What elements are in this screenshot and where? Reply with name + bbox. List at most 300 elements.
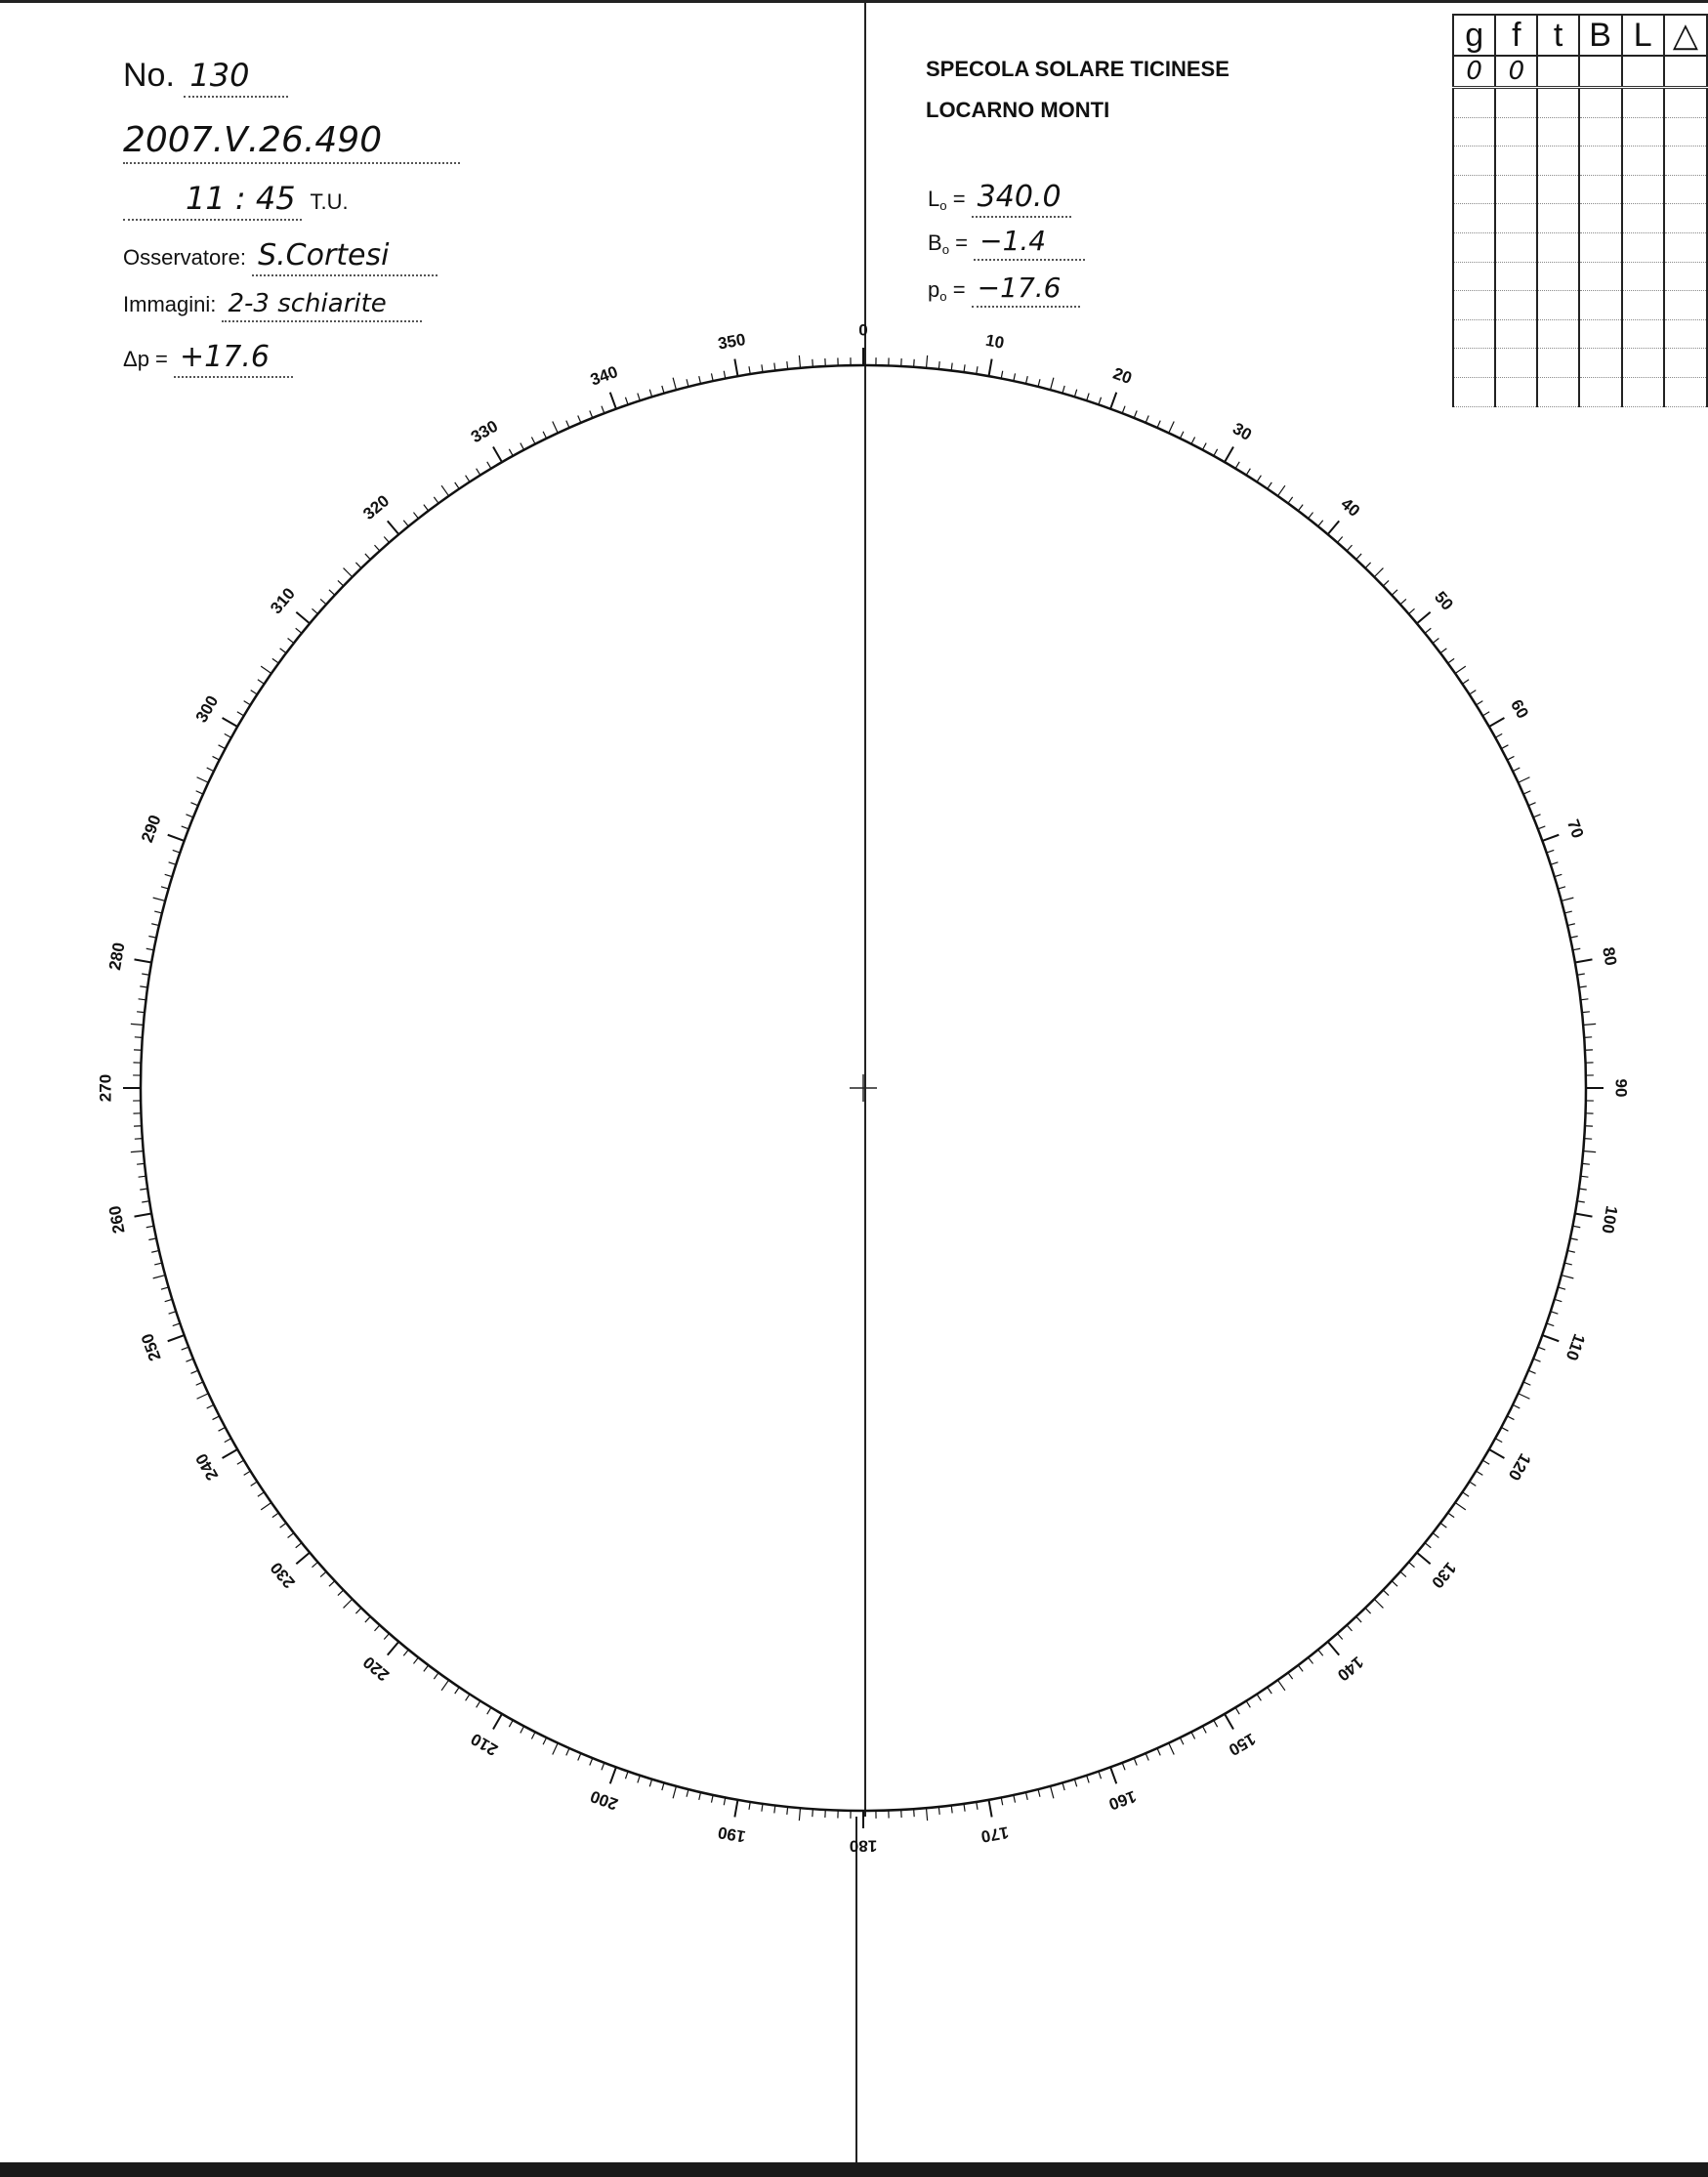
tick-mark	[1001, 371, 1003, 379]
tick-mark	[135, 1139, 143, 1140]
tick-mark	[1448, 1513, 1454, 1518]
tick-mark	[1025, 376, 1027, 384]
degree-label: 330	[467, 416, 502, 447]
tick-mark	[1513, 1404, 1520, 1408]
tick-mark	[413, 1657, 418, 1663]
tick-mark	[1202, 1726, 1206, 1733]
tick-mark	[135, 1037, 143, 1038]
tick-mark	[355, 563, 361, 568]
degree-label: 260	[104, 1204, 129, 1235]
number-label: No.	[123, 57, 175, 94]
tick-mark	[662, 1782, 664, 1790]
tick-mark	[441, 1680, 448, 1691]
tick-mark	[135, 1213, 152, 1216]
tick-mark	[1564, 1263, 1572, 1265]
tick-mark	[1288, 497, 1293, 503]
tick-mark	[365, 554, 370, 560]
degree-label: 180	[849, 1836, 878, 1856]
tick-mark	[1169, 422, 1174, 434]
tick-mark	[173, 850, 181, 853]
tick-mark	[296, 628, 302, 633]
tick-mark	[219, 1427, 226, 1431]
tick-mark	[135, 959, 152, 962]
tick-mark	[365, 1616, 370, 1622]
tick-mark	[153, 1276, 166, 1278]
tick-mark	[1191, 438, 1195, 444]
tick-mark	[1523, 1382, 1530, 1385]
tick-mark	[799, 1808, 800, 1821]
tick-mark	[258, 1492, 265, 1496]
degree-label: 250	[138, 1330, 165, 1363]
tick-mark	[161, 887, 169, 889]
degree-label: 290	[138, 813, 165, 846]
tick-mark	[1288, 1673, 1293, 1679]
tick-mark	[724, 371, 726, 379]
tick-mark	[288, 1533, 294, 1538]
degree-label: 200	[588, 1786, 621, 1814]
degree-label: 240	[191, 1449, 223, 1485]
tick-mark	[434, 1673, 438, 1679]
tick-mark	[312, 1562, 317, 1567]
tick-mark	[288, 638, 294, 643]
degree-label: 140	[1333, 1653, 1367, 1685]
tick-mark	[1489, 1449, 1505, 1458]
tick-mark	[413, 513, 418, 519]
degree-label: 100	[1598, 1204, 1622, 1235]
tick-mark	[1122, 406, 1125, 413]
tick-mark	[687, 1789, 688, 1797]
tick-mark	[1577, 974, 1585, 975]
tick-mark	[521, 443, 524, 450]
tick-mark	[1584, 1037, 1592, 1038]
tick-mark	[662, 386, 664, 394]
tick-mark	[384, 536, 389, 542]
tick-mark	[207, 768, 214, 772]
tick-mark	[196, 791, 203, 794]
tick-mark	[1134, 410, 1137, 417]
tick-mark	[320, 1571, 326, 1576]
time-unit: T.U.	[310, 189, 349, 214]
tick-mark	[1433, 1533, 1438, 1538]
tick-mark	[1074, 1779, 1076, 1787]
observer-label: Osservatore:	[123, 245, 246, 270]
tick-mark	[434, 497, 438, 503]
tick-mark	[926, 356, 927, 368]
tick-mark	[280, 649, 286, 653]
tick-mark	[213, 756, 220, 760]
degree-label: 40	[1337, 494, 1364, 521]
tick-mark	[223, 1449, 238, 1458]
degree-label: 50	[1431, 587, 1457, 614]
tick-mark	[374, 1625, 379, 1631]
tick-mark	[1356, 1616, 1361, 1622]
cell-f: 0	[1495, 56, 1537, 88]
tick-mark	[1134, 1758, 1137, 1765]
tick-mark	[1501, 745, 1508, 749]
tick-mark	[625, 398, 628, 405]
degree-label: 130	[1428, 1558, 1460, 1592]
tick-mark	[139, 1176, 146, 1177]
tick-mark	[1246, 469, 1250, 476]
tick-mark	[1528, 803, 1535, 806]
tick-mark	[477, 469, 480, 476]
degree-label: 20	[1110, 363, 1135, 388]
degree-label: 30	[1229, 419, 1255, 444]
date-value: 2007.Ⅴ.26.490	[123, 120, 460, 164]
tick-mark	[699, 376, 701, 384]
tick-mark	[566, 1748, 569, 1755]
tick-mark	[1417, 612, 1431, 624]
degree-label: 160	[1105, 1786, 1139, 1814]
degree-label: 350	[716, 329, 747, 354]
tick-mark	[165, 1299, 173, 1301]
tick-mark	[1555, 1299, 1562, 1301]
tick-mark	[1400, 599, 1406, 604]
tick-mark	[182, 1347, 188, 1350]
tick-mark	[1462, 680, 1469, 684]
tick-mark	[1062, 1782, 1064, 1790]
tick-mark	[1455, 666, 1466, 673]
tick-mark	[131, 1024, 144, 1025]
tick-mark	[734, 1800, 737, 1818]
tick-mark	[799, 356, 800, 368]
tick-mark	[509, 449, 513, 456]
tick-mark	[1191, 1732, 1195, 1738]
tick-mark	[1495, 733, 1502, 737]
tick-mark	[153, 898, 166, 900]
observatory-location: LOCARNO MONTI	[926, 98, 1110, 122]
tick-mark	[1507, 1416, 1514, 1420]
tick-mark	[1298, 1665, 1303, 1671]
tick-mark	[142, 974, 149, 975]
degree-label: 60	[1507, 696, 1532, 722]
tick-mark	[988, 1800, 991, 1818]
tick-mark	[1122, 1763, 1125, 1770]
tick-mark	[296, 1553, 310, 1565]
tick-mark	[1038, 379, 1040, 387]
tick-mark	[1513, 768, 1520, 772]
tick-mark	[938, 1807, 939, 1815]
tick-mark	[964, 1804, 965, 1812]
tick-mark	[625, 1772, 628, 1779]
tick-mark	[1482, 1460, 1489, 1464]
tick-mark	[1551, 1312, 1559, 1314]
tick-mark	[477, 1701, 480, 1708]
tick-mark	[1268, 482, 1271, 489]
tick-mark	[1318, 1650, 1323, 1655]
tick-mark	[1225, 1714, 1233, 1730]
tick-mark	[296, 612, 310, 624]
tick-mark	[1392, 1581, 1397, 1586]
tick-mark	[493, 1714, 502, 1730]
tick-mark	[466, 1695, 470, 1701]
observatory-name: SPECOLA SOLARE TICINESE	[926, 57, 1229, 81]
tick-mark	[329, 590, 335, 595]
tick-mark	[197, 1394, 209, 1399]
delta-p-label: Δp =	[123, 347, 168, 371]
tick-mark	[1489, 718, 1505, 727]
tick-mark	[531, 438, 535, 444]
tick-mark	[1533, 1359, 1540, 1361]
tick-mark	[1051, 378, 1054, 391]
tick-mark	[251, 691, 258, 694]
tick-mark	[1337, 1633, 1342, 1639]
tick-mark	[699, 1792, 701, 1800]
tick-mark	[1268, 1687, 1271, 1694]
degree-label: 300	[191, 691, 223, 727]
tick-mark	[1448, 658, 1454, 663]
tick-mark	[1501, 1427, 1508, 1431]
B0-sub: o	[941, 242, 950, 257]
tick-mark	[673, 378, 676, 391]
tick-mark	[1562, 898, 1574, 900]
tick-mark	[1408, 608, 1414, 613]
tick-mark	[1462, 1492, 1469, 1496]
tick-mark	[1146, 415, 1148, 422]
tick-mark	[1014, 1795, 1016, 1803]
tick-mark	[1374, 568, 1383, 577]
tick-mark	[1519, 1394, 1530, 1399]
tick-mark	[1365, 563, 1371, 568]
tick-mark	[1169, 1743, 1174, 1755]
L0-value: 340.0	[972, 180, 1071, 218]
tick-mark	[424, 505, 429, 511]
tick-mark	[1477, 701, 1483, 705]
tick-mark	[774, 1805, 775, 1813]
tick-mark	[602, 1763, 604, 1770]
tick-mark	[1470, 691, 1477, 694]
tick-mark	[1533, 815, 1540, 817]
tick-mark	[1087, 394, 1089, 401]
tick-mark	[1567, 924, 1575, 926]
tick-mark	[938, 361, 939, 369]
tick-mark	[1298, 505, 1303, 511]
tick-mark	[190, 803, 197, 806]
number-value: 130	[184, 57, 288, 98]
tick-mark	[1157, 421, 1160, 428]
tick-mark	[140, 986, 147, 987]
tick-mark	[148, 1238, 156, 1240]
tick-mark	[711, 1795, 713, 1803]
tick-mark	[1575, 1213, 1593, 1216]
tick-mark	[1110, 1767, 1116, 1783]
tick-mark	[207, 1404, 214, 1408]
tick-mark	[1542, 1335, 1559, 1341]
tick-mark	[424, 1665, 429, 1671]
tick-mark	[1025, 1792, 1027, 1800]
degree-label: 110	[1562, 1331, 1589, 1363]
tick-mark	[1579, 1189, 1587, 1190]
tick-mark	[1328, 521, 1340, 534]
tick-mark	[951, 363, 952, 371]
tick-mark	[1582, 1163, 1590, 1164]
p0-field: $p_o = -17.6$	[928, 272, 1080, 308]
tick-mark	[1562, 1276, 1574, 1278]
degree-label: 190	[716, 1822, 747, 1847]
tick-mark	[1575, 959, 1593, 962]
tick-mark	[1246, 1701, 1250, 1708]
tick-mark	[1257, 1695, 1261, 1701]
degree-label: 340	[588, 362, 621, 390]
tick-mark	[787, 361, 788, 369]
tick-mark	[1555, 874, 1562, 876]
tick-mark	[1519, 777, 1530, 782]
tick-mark	[610, 1767, 616, 1783]
tick-mark	[1455, 1502, 1466, 1509]
tick-mark	[186, 815, 192, 817]
tick-mark	[403, 1650, 408, 1655]
tick-mark	[261, 1502, 271, 1509]
tick-mark	[225, 1439, 231, 1443]
tick-mark	[964, 364, 965, 372]
tick-mark	[338, 1590, 344, 1596]
tick-mark	[578, 415, 581, 422]
degree-label: 120	[1504, 1449, 1535, 1485]
tick-mark	[774, 363, 775, 371]
tick-mark	[1523, 791, 1530, 794]
tick-mark	[1235, 462, 1239, 469]
tick-mark	[649, 1779, 651, 1787]
tick-mark	[638, 394, 640, 401]
tick-mark	[154, 1263, 162, 1265]
tick-mark	[1365, 1608, 1371, 1613]
tick-mark	[812, 1809, 813, 1817]
col-L: L	[1622, 15, 1664, 56]
tick-mark	[251, 1482, 258, 1486]
tick-mark	[1309, 1657, 1313, 1663]
tick-mark	[762, 364, 763, 372]
tick-mark	[1558, 1287, 1565, 1289]
degree-label: 70	[1563, 816, 1588, 841]
tick-mark	[1051, 1786, 1054, 1799]
tick-mark	[237, 712, 244, 716]
degree-label: 270	[96, 1073, 115, 1103]
tick-mark	[1074, 390, 1076, 398]
tick-mark	[787, 1807, 788, 1815]
tick-mark	[441, 485, 448, 496]
tick-mark	[455, 1687, 459, 1694]
tick-mark	[140, 1189, 147, 1190]
tick-mark	[168, 835, 185, 841]
tick-mark	[1099, 398, 1102, 405]
observer-value: S.Cortesi	[252, 238, 437, 276]
col-delta: △	[1664, 15, 1707, 56]
tick-mark	[165, 874, 173, 876]
p0-value: −17.6	[972, 272, 1081, 308]
tick-mark	[1347, 545, 1352, 551]
degree-label: 310	[267, 584, 299, 618]
tick-mark	[638, 1776, 640, 1783]
tick-mark	[1347, 1625, 1352, 1631]
tick-mark	[455, 482, 459, 489]
tick-mark	[154, 911, 162, 913]
tick-mark	[173, 1323, 181, 1326]
tick-mark	[1392, 590, 1397, 595]
tick-mark	[724, 1797, 726, 1805]
tick-mark	[1417, 1553, 1431, 1565]
col-f: f	[1495, 15, 1537, 56]
tick-mark	[237, 1460, 244, 1464]
tick-mark	[388, 521, 399, 534]
cell-g: 0	[1453, 56, 1495, 88]
tick-mark	[531, 1732, 535, 1738]
col-g: g	[1453, 15, 1495, 56]
tick-mark	[1579, 986, 1587, 987]
tick-mark	[1180, 1737, 1184, 1744]
tick-mark	[196, 1382, 203, 1385]
tick-mark	[1202, 443, 1206, 450]
tick-mark	[466, 476, 470, 482]
tick-mark	[951, 1805, 952, 1813]
tick-mark	[1538, 826, 1545, 829]
tick-mark	[1547, 850, 1555, 853]
tick-mark	[812, 359, 813, 367]
tick-mark	[1528, 1370, 1535, 1373]
tick-mark	[734, 359, 737, 377]
tick-mark	[1583, 1024, 1596, 1025]
tick-mark	[1383, 580, 1389, 586]
tick-mark	[213, 1416, 220, 1420]
tick-mark	[1374, 1599, 1383, 1608]
tick-mark	[749, 1802, 750, 1810]
tick-mark	[168, 1335, 185, 1341]
tick-mark	[338, 580, 344, 586]
tick-mark	[1257, 476, 1261, 482]
tick-mark	[1157, 1748, 1160, 1755]
tick-mark	[296, 1543, 302, 1548]
col-t: t	[1537, 15, 1578, 56]
tick-mark	[1235, 1707, 1239, 1714]
tick-mark	[1551, 862, 1559, 864]
tick-mark	[1477, 1471, 1483, 1475]
tick-mark	[1328, 1642, 1340, 1655]
tick-mark	[1214, 1720, 1218, 1727]
tick-mark	[272, 658, 278, 663]
B0-value: −1.4	[974, 225, 1085, 261]
tick-mark	[1582, 1012, 1590, 1013]
tick-mark	[762, 1804, 763, 1812]
time-value: 11 : 45	[123, 180, 302, 221]
tick-mark	[403, 521, 408, 526]
tick-mark	[1180, 432, 1184, 439]
tick-mark	[225, 733, 231, 737]
tick-mark	[137, 1163, 145, 1164]
degree-label: 320	[359, 491, 394, 523]
tick-mark	[1570, 1238, 1578, 1240]
B0-field: $B_o = -1.4$	[928, 225, 1085, 261]
tick-mark	[146, 1226, 154, 1228]
tick-mark	[509, 1720, 513, 1727]
tick-mark	[151, 924, 159, 926]
tick-mark	[553, 422, 558, 434]
tick-mark	[258, 680, 265, 684]
tick-mark	[521, 1726, 524, 1733]
tick-mark	[219, 745, 226, 749]
tick-mark	[384, 1633, 389, 1639]
tick-mark	[182, 826, 188, 829]
tick-mark	[1580, 999, 1588, 1000]
tick-mark	[329, 1581, 335, 1586]
tick-mark	[1383, 1590, 1389, 1596]
tick-mark	[988, 359, 991, 377]
tick-mark	[151, 1250, 159, 1252]
tick-mark	[1001, 1797, 1003, 1805]
tick-mark	[687, 379, 688, 387]
p0-sub: o	[939, 289, 947, 304]
tick-mark	[590, 410, 593, 417]
tick-mark	[320, 599, 326, 604]
tick-mark	[355, 1608, 361, 1613]
